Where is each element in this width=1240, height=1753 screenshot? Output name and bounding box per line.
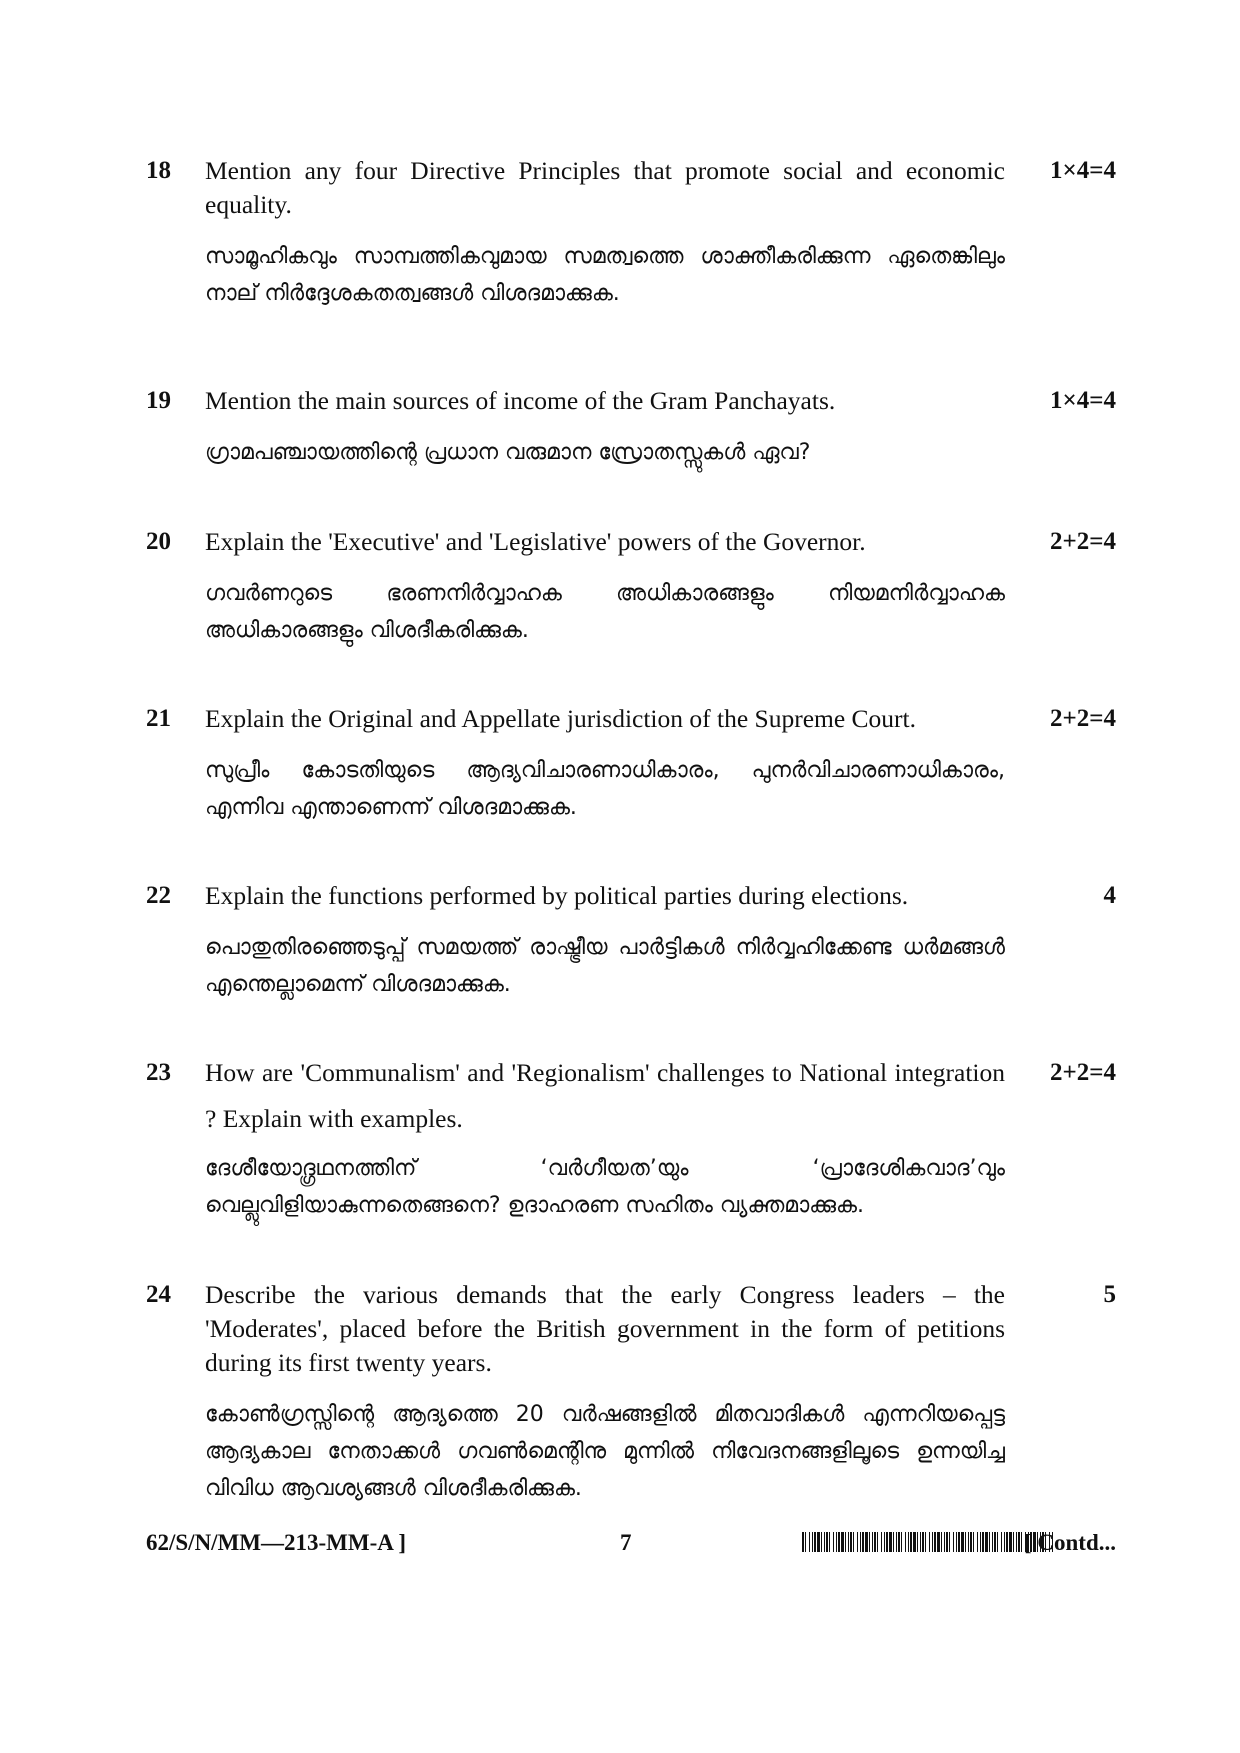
question-marks: 4 (1103, 882, 1116, 909)
question-19 (146, 384, 1116, 471)
question-text-malayalam: സുപ്രീം കോടതിയുടെ ആദ്യവിചാരണാധികാരം, പുനർവിചാരണാധികാരം, എന്നിവ എന്താണെന്ന് വിശദമാക്കുക. (205, 758, 1005, 820)
question-24 (146, 1278, 1116, 1507)
question-text-english: Describe the various demands that the early Congress leaders – the 'Moderates', placed before the British government in the form of petitions during its first twenty years. (205, 1280, 1005, 1377)
question-text-malayalam: സാമൂഹികവും സാമ്പത്തികവുമായ സമത്വത്തെ ശാക്തീകരിക്കുന്ന ഏതെങ്കിലും നാല് നിർദ്ദേശകതത്വങ്ങൾ വിശദമാക്കുക. (205, 244, 1005, 306)
question-22 (146, 879, 1116, 1003)
question-text-english: How are 'Communalism' and 'Regionalism' challenges to National integration ? Explain with examples. (205, 1058, 1005, 1133)
question-20 (146, 525, 1116, 649)
question-18 (146, 154, 1116, 312)
question-23 (146, 1056, 1116, 1224)
question-text-malayalam: കോൺഗ്രസ്സിന്റെ ആദ്യത്തെ 20 വർഷങ്ങളിൽ മിതവാദികൾ എന്നറിയപ്പെട്ട ആദ്യകാല നേതാക്കൾ ഗവൺമെന്റിനു മുന്നിൽ നിവേദനങ്ങളിലൂടെ ഉന്നയിച്ച വിവിധ ആവശ്യങ്ങൾ വിശദീകരിക്കുക. (205, 1402, 1005, 1501)
question-text-english: Mention any four Directive Principles that promote social and economic equality. (205, 156, 1005, 219)
question-body (205, 1278, 1005, 1507)
question-number: 22 (146, 882, 171, 909)
question-marks: 2+2=4 (1050, 1059, 1116, 1086)
question-number: 19 (146, 387, 171, 414)
question-body (205, 879, 1005, 1003)
question-body (205, 525, 1005, 649)
question-21 (146, 702, 1116, 826)
question-number: 21 (146, 705, 171, 732)
question-number: 24 (146, 1281, 171, 1308)
question-text-malayalam: ദേശീയോദ്ഗ്രഥനത്തിന് ‘വർഗീയത’യും ‘പ്രാദേശികവാദ’വും വെല്ലുവിളിയാകുന്നതെങ്ങനെ? ഉദാഹരണ സഹിതം വ്യക്തമാക്കുക. (205, 1156, 1005, 1218)
question-marks: 5 (1103, 1281, 1116, 1308)
question-marks: 1×4=4 (1050, 157, 1116, 184)
question-text-english: Mention the main sources of income of the Gram Panchayats. (205, 386, 836, 415)
question-text-malayalam: ഗവർണറുടെ ഭരണനിർവ്വാഹക അധികാരങ്ങളും നിയമനിർവ്വാഹക അധികാരങ്ങളും വിശദീകരിക്കുക. (205, 581, 1005, 643)
question-number: 20 (146, 528, 171, 555)
question-number: 18 (146, 157, 171, 184)
question-marks: 2+2=4 (1050, 528, 1116, 555)
question-body (205, 1050, 1005, 1224)
question-marks: 1×4=4 (1050, 387, 1116, 414)
continued-label: [ Contd... (1023, 1530, 1116, 1555)
question-marks: 2+2=4 (1050, 705, 1116, 732)
question-text-english: Explain the 'Executive' and 'Legislative' powers of the Governor. (205, 527, 866, 556)
question-text-english: Explain the Original and Appellate jurisdiction of the Supreme Court. (205, 704, 917, 733)
question-body (205, 384, 1005, 471)
page-footer (146, 1526, 1116, 1560)
question-text-malayalam: പൊതുതിരഞ്ഞെടുപ്പ് സമയത്ത് രാഷ്ട്രീയ പാർട്ടികൾ നിർവ്വഹിക്കേണ്ട ധർമങ്ങൾ എന്തെല്ലാമെന്ന് വിശദമാക്കുക. (205, 935, 1005, 997)
question-number: 23 (146, 1059, 171, 1086)
paper-code: 62/S/N/MM—213-MM-A ] (146, 1530, 406, 1555)
question-text-english: Explain the functions performed by political parties during elections. (205, 881, 909, 910)
barcode-icon (802, 1532, 1054, 1552)
question-body (205, 702, 1005, 826)
question-body (205, 154, 1005, 312)
page-number: 7 (620, 1530, 632, 1555)
question-text-malayalam: ഗ്രാമപഞ്ചായത്തിന്റെ പ്രധാന വരുമാന സ്രോതസ്സുകൾ ഏവ? (205, 440, 811, 465)
